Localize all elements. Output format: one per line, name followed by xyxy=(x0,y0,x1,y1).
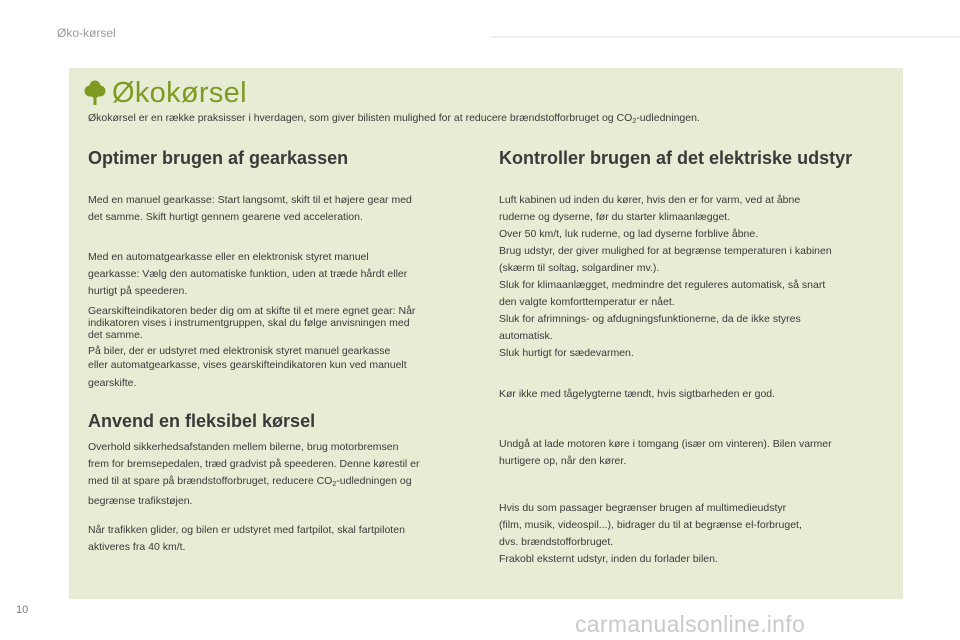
header-divider xyxy=(490,36,960,38)
paragraph-idling: Undgå at lade motoren køre i tomgang (især om vinteren). Bilen varmer hurtigere op, når den kører. xyxy=(499,438,832,467)
heading-gearbox: Optimer brugen af gearkassen xyxy=(88,148,349,168)
paragraph-gearshift-indicator: Gearskifteindikatoren beder dig om at skifte til et mere egnet gear: Når indikatoren vises i instrumentgruppen, skal du følge anvisningen med det samme. xyxy=(88,305,416,341)
watermark: carmanualsonline.info xyxy=(575,611,806,637)
page-number: 10 xyxy=(16,604,29,616)
heading-electrical-equipment: Kontroller brugen af det elektriske udstyr xyxy=(499,148,853,168)
tree-icon xyxy=(84,80,106,106)
paragraph-automatic-gearbox: Med en automatgearkasse eller en elektronisk styret manuel gearkasse: Vælg den automatiske funktion, uden at træde hårdt eller hurtigt på speederen. xyxy=(88,251,408,297)
section-header: Øko-kørsel xyxy=(57,26,116,40)
paragraph-cruise-control: Når trafikken glider, og bilen er udstyret med fartpilot, skal fartpiloten aktiveres fra 40 km/t. xyxy=(88,524,405,553)
title-row xyxy=(84,77,247,109)
intro-text: Økokørsel er en række praksisser i hverdagen, som giver bilisten mulighed for at reducere brændstofforbruget og $CO_2$-udledningen. xyxy=(88,112,700,125)
paragraph-safe-distance: Overhold sikkerhedsafstanden mellem bilerne, brug motorbremsen frem for bremsepedalen, træd gradvist på speederen. Denne kørestil er med til at spare på brændstofforbruget, reducere $CO_2$-udledningen og begrænse trafikstøjen. xyxy=(88,441,420,507)
paragraph-multimedia: Hvis du som passager begrænser brugen af multimedieudstyr (film, musik, videospil...), bidrager du til at begrænse el-forbruget, dvs. brændstofforbruget. Frakobl eksternt udstyr, inden du forlader bilen. xyxy=(499,502,802,565)
paragraph-manual-gearbox: Med en manuel gearkasse: Start langsomt, skift til et højere gear med det samme. Skift hurtigt gennem gearene ved acceleration. xyxy=(88,194,412,223)
paragraph-ventilation: Luft kabinen ud inden du kører, hvis den er for varm, ved at åbne ruderne og dyserne, før du starter klimaanlægget. Over 50 km/t, luk ruderne, og lad dyserne forblive åbne. Brug udstyr, der giver mulighed for at begrænse temperaturen i kabinen (skærm til soltag, solgardiner mv.). Sluk for klimaanlægget, medmindre det reguleres automatisk, så snart den valgte komforttemperatur er nået. Sluk for afrimnings- og afdugningsfunktionerne, da de ikke styres automatisk. Sluk hurtigt for sædevarmen. xyxy=(499,194,832,359)
page-title: Økokørsel xyxy=(112,76,247,109)
paragraph-indicator-note: På biler, der er udstyret med elektronisk styret manuel gearkasse eller automatgearkasse, vises gearskifteindikatoren kun ved manuelt gearskifte. xyxy=(88,345,407,389)
paragraph-fog-lights: Kør ikke med tågelygterne tændt, hvis sigtbarheden er god. xyxy=(499,388,776,400)
heading-flexible-driving: Anvend en fleksibel kørsel xyxy=(88,411,316,431)
